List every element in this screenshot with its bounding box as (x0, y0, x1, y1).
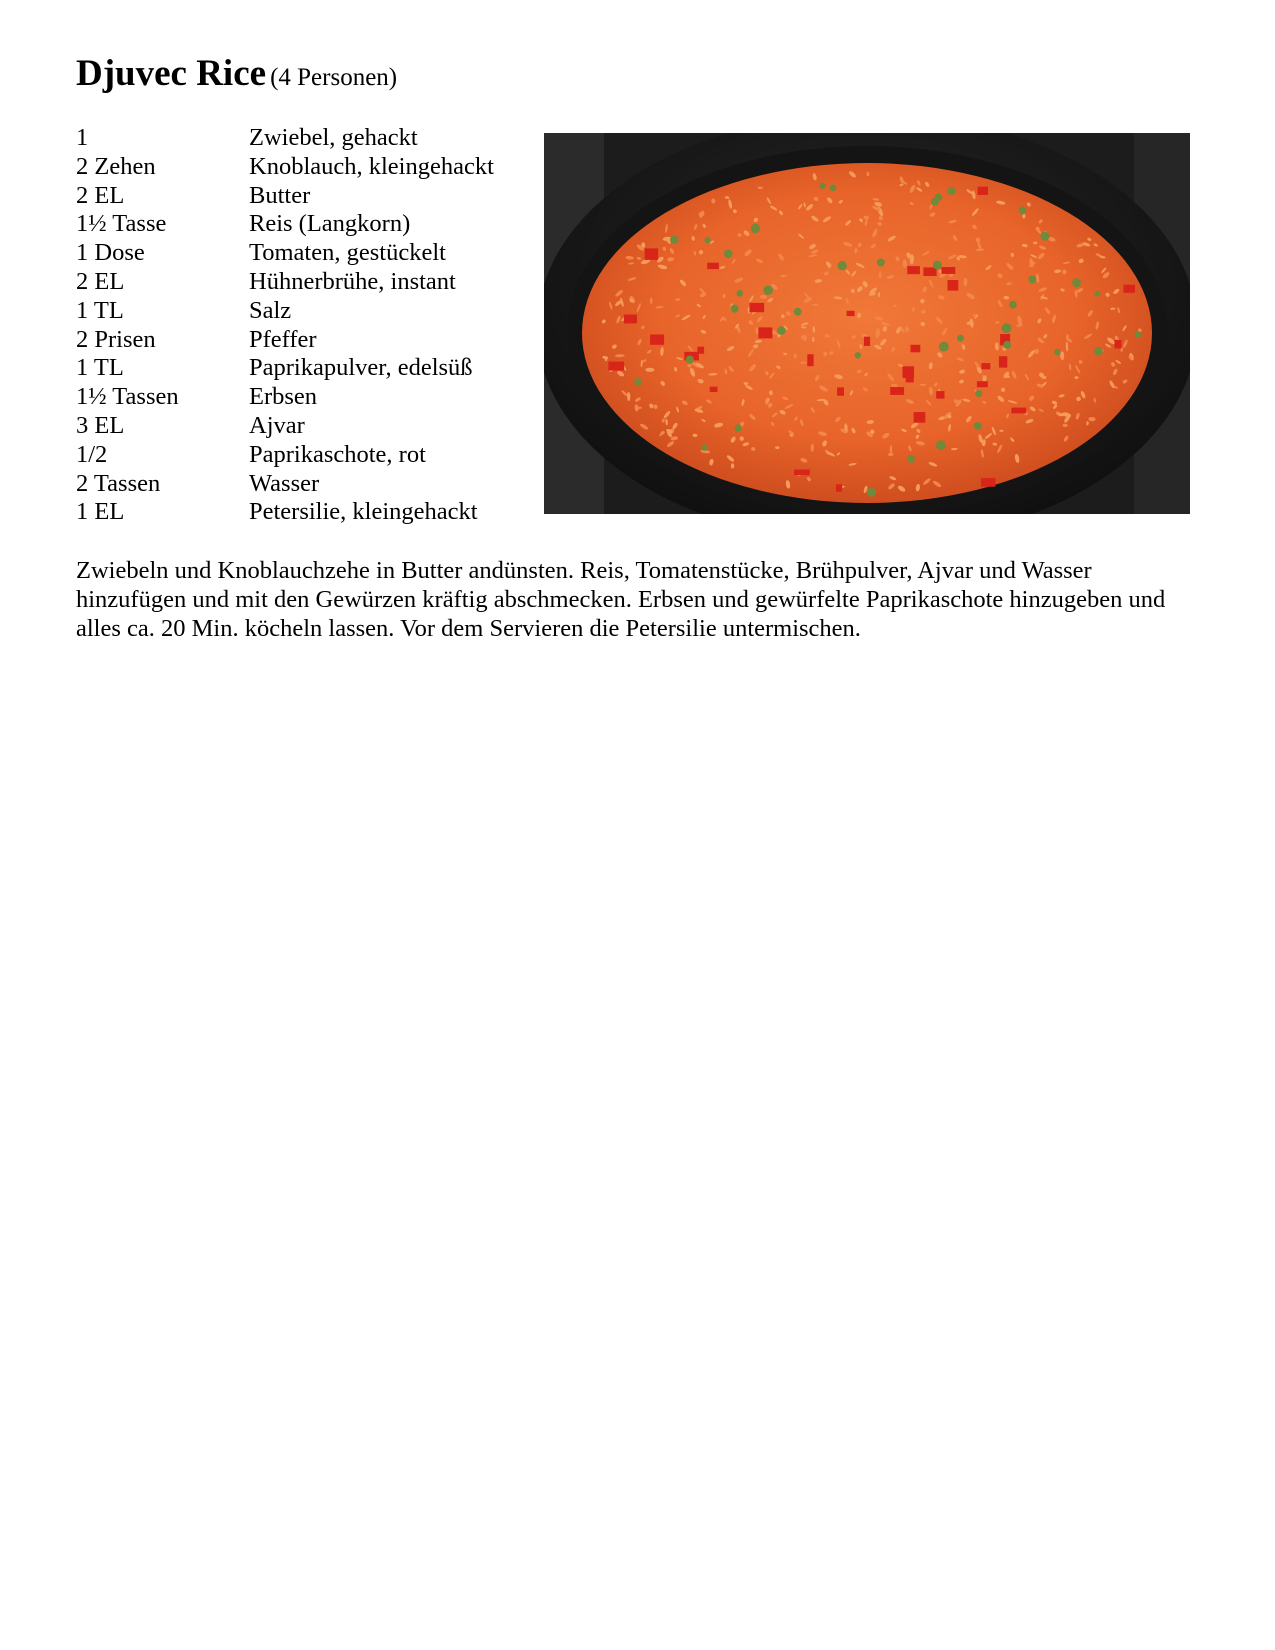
ingredient-list (76, 124, 536, 527)
ingredient-row (76, 326, 536, 355)
ingredient-row (76, 153, 536, 182)
pea (1040, 232, 1049, 241)
tomato-piece (624, 315, 637, 324)
pea (1054, 349, 1060, 355)
rice-grain (919, 384, 926, 386)
ingredient-row (76, 210, 536, 239)
pea (1094, 291, 1100, 297)
ingredient-item: Paprikaschote, rot (249, 440, 426, 468)
pea (957, 335, 964, 342)
tomato-piece (977, 381, 988, 387)
pea (1019, 206, 1027, 214)
recipe-servings: (4 Personen) (270, 64, 398, 91)
ingredient-qty: 1 TL (76, 354, 124, 382)
rice-pan-icon (544, 133, 1190, 514)
pea (724, 249, 733, 258)
pea (838, 261, 847, 270)
pea (731, 305, 739, 313)
ingredient-item: Erbsen (249, 383, 318, 411)
tomato-piece (837, 387, 844, 395)
pea (763, 285, 773, 295)
pea (634, 378, 642, 386)
tomato-piece (999, 356, 1007, 367)
pea (686, 356, 694, 364)
pea (936, 440, 946, 450)
ingredient-qty: 1 Dose (76, 239, 145, 267)
ingredient-item: Tomaten, gestückelt (249, 239, 446, 267)
ingredient-row (76, 239, 536, 268)
pea (939, 342, 949, 352)
ingredient-row (76, 383, 536, 412)
ingredient-item: Paprikapulver, edelsüß (249, 354, 473, 382)
pea (877, 259, 885, 267)
pea (777, 326, 786, 335)
tomato-piece (1124, 285, 1136, 293)
pea (907, 455, 915, 463)
ingredient-item: Pfeffer (249, 325, 317, 353)
pea (670, 235, 678, 243)
tomato-piece (750, 303, 765, 312)
tomato-piece (794, 470, 810, 476)
ingredient-item: Knoblauch, kleingehackt (249, 152, 494, 180)
tomato-piece (707, 263, 719, 269)
recipe-title: Djuvec Rice (76, 53, 267, 94)
rice-grain (964, 278, 968, 287)
recipe-instructions: Zwiebeln und Knoblauchzehe in Butter andünsten. Reis, Tomatenstücke, Brühpulver, Ajvar und Wasser hinzufügen und mit den Gewürzen kräftig abschmecken. Erbsen und gewürfelte Paprikaschote hinzugeben und alles ca. 20 Min. köcheln lassen. Vor dem Servieren die Petersilie untermischen. (76, 557, 1166, 642)
pea (1094, 347, 1103, 356)
title-row (76, 52, 397, 95)
ingredient-qty: 1½ Tassen (76, 383, 179, 411)
ingredient-row (76, 268, 536, 297)
pea (751, 224, 760, 233)
tomato-piece (710, 387, 718, 392)
pea (830, 185, 837, 192)
ingredient-item: Hühnerbrühe, instant (249, 267, 456, 295)
ingredient-qty: 2 EL (76, 267, 125, 295)
pea (735, 424, 742, 431)
ingredient-qty: 1/2 (76, 440, 108, 468)
tomato-piece (948, 280, 959, 291)
tomato-piece (981, 363, 990, 369)
pea (1072, 278, 1081, 287)
pea (975, 390, 982, 397)
pea (855, 352, 861, 358)
ingredient-qty: 1 EL (76, 498, 125, 526)
tomato-piece (978, 187, 988, 195)
djuvec-rice-photo (544, 133, 1190, 514)
ingredient-qty: 3 EL (76, 411, 125, 439)
ingredient-qty: 2 EL (76, 181, 125, 209)
tomato-piece (923, 267, 936, 276)
ingredient-row (76, 182, 536, 211)
pea (794, 308, 802, 316)
pea (701, 444, 707, 450)
ingredient-row (76, 498, 536, 527)
tomato-piece (847, 311, 855, 316)
rice-grain (645, 368, 654, 372)
ingredient-qty: 2 Zehen (76, 152, 156, 180)
pea (736, 290, 743, 297)
tomato-piece (1115, 340, 1122, 349)
ingredient-qty: 1½ Tasse (76, 210, 167, 238)
tomato-piece (697, 347, 704, 354)
pea (948, 187, 956, 195)
pea (704, 237, 710, 243)
pea (1002, 323, 1012, 333)
pea (820, 183, 826, 189)
ingredient-item: Reis (Langkorn) (249, 210, 411, 238)
ingredient-qty: 1 (76, 124, 89, 151)
tomato-piece (807, 354, 813, 366)
ingredient-item: Ajvar (249, 411, 305, 439)
tomato-piece (981, 478, 996, 487)
ingredient-item: Wasser (249, 469, 320, 497)
pea (1028, 276, 1036, 284)
tomato-piece (645, 248, 658, 260)
pea (931, 198, 939, 206)
pea (867, 488, 876, 497)
pea (1009, 301, 1017, 309)
tomato-piece (914, 412, 926, 423)
pea (933, 261, 942, 270)
ingredient-row (76, 470, 536, 499)
tomato-piece (907, 266, 920, 274)
ingredient-row (76, 441, 536, 470)
ingredient-item: Petersilie, kleingehackt (249, 498, 478, 526)
tomato-piece (890, 387, 904, 395)
tomato-piece (911, 345, 921, 353)
tomato-piece (903, 366, 915, 378)
pea (974, 422, 982, 430)
ingredient-item: Zwiebel, gehackt (249, 124, 418, 151)
ingredient-row (76, 354, 536, 383)
pea (1135, 331, 1142, 338)
tomato-piece (1011, 408, 1026, 414)
ingredient-qty: 1 TL (76, 296, 124, 324)
ingredient-row (76, 412, 536, 441)
tomato-piece (758, 327, 772, 338)
ingredient-qty: 2 Prisen (76, 325, 156, 353)
pea (1003, 341, 1011, 349)
ingredient-qty: 2 Tassen (76, 469, 161, 497)
tomato-piece (608, 362, 624, 371)
ingredient-row (76, 124, 536, 153)
tomato-piece (836, 484, 842, 491)
tomato-piece (941, 267, 955, 274)
tomato-piece (864, 337, 870, 346)
ingredient-row (76, 297, 536, 326)
ingredient-item: Butter (249, 181, 311, 209)
ingredient-item: Salz (249, 296, 292, 324)
tomato-piece (936, 391, 944, 399)
tomato-piece (650, 335, 664, 345)
